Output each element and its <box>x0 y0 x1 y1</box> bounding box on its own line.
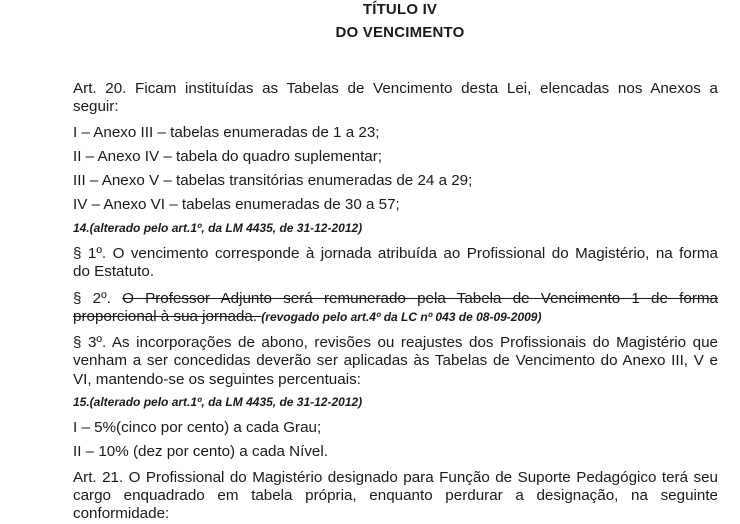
revocation-note: (revogado pelo art.4º da LC nº 043 de 08-09-2009) <box>261 310 542 324</box>
amendment-note-15: 15.(alterado pelo art.1º, da LM 4435, de 31-12-2012) <box>73 395 363 409</box>
annex-item-3: III – Anexo V – tabelas transitórias enumeradas de 24 a 29; <box>73 172 473 189</box>
paragraph-3-line-1: § 3º. As incorporações de abono, revisões ou reajustes dos Profissionais do Magistério que <box>73 334 718 351</box>
art21-text-line-1: Art. 21. O Profissional do Magistério designado para Função de Suporte Pedagógico terá seu <box>73 469 718 486</box>
revoked-text-line-1: O Professor Adjunto será remunerado pela Tabela de Vencimento 1 de forma <box>122 290 718 307</box>
amendment-note-14: 14.(alterado pelo art.1º, da LM 4435, de 31-12-2012) <box>73 221 363 235</box>
art21-text-line-2: cargo enquadrado em tabela própria, enquanto perdurar a designação, na seguinte <box>73 487 718 504</box>
paragraph-3-line-3: VI, mantendo-se os seguintes percentuais: <box>73 371 361 388</box>
art20-text-line-2: seguir: <box>73 98 119 115</box>
art20-text-line-1: Art. 20. Ficam instituídas as Tabelas de Vencimento desta Lei, elencadas nos Anexos a <box>73 80 718 97</box>
annex-item-1: I – Anexo III – tabelas enumeradas de 1 a 23; <box>73 124 380 141</box>
paragraph-2-line-2 <box>73 308 718 327</box>
annex-item-2: II – Anexo IV – tabela do quadro suplementar; <box>73 148 383 165</box>
percent-item-2: II – 10% (dez por cento) a cada Nível. <box>73 443 328 460</box>
revoked-text-line-2: proporcional à sua jornada. <box>73 308 262 325</box>
annex-item-4: IV – Anexo VI – tabelas enumeradas de 30 a 57; <box>73 196 400 213</box>
title-heading: TÍTULO IV <box>362 1 438 18</box>
paragraph-2-prefix: § 2º. <box>73 290 123 307</box>
paragraph-2-line-1 <box>73 290 718 309</box>
subtitle-heading: DO VENCIMENTO <box>335 24 465 41</box>
paragraph-1-line-1: § 1º. O vencimento corresponde à jornada atribuída ao Profissional do Magistério, na forma <box>73 245 718 262</box>
art21-text-line-3: conformidade: <box>73 505 170 522</box>
percent-item-1: I – 5%(cinco por cento) a cada Grau; <box>73 419 322 436</box>
paragraph-3-line-2: venham a ser concedidas deverão ser aplicadas às Tabelas de Vencimento do Anexo III, V e <box>73 352 718 369</box>
paragraph-1-line-2: do Estatuto. <box>73 263 155 280</box>
